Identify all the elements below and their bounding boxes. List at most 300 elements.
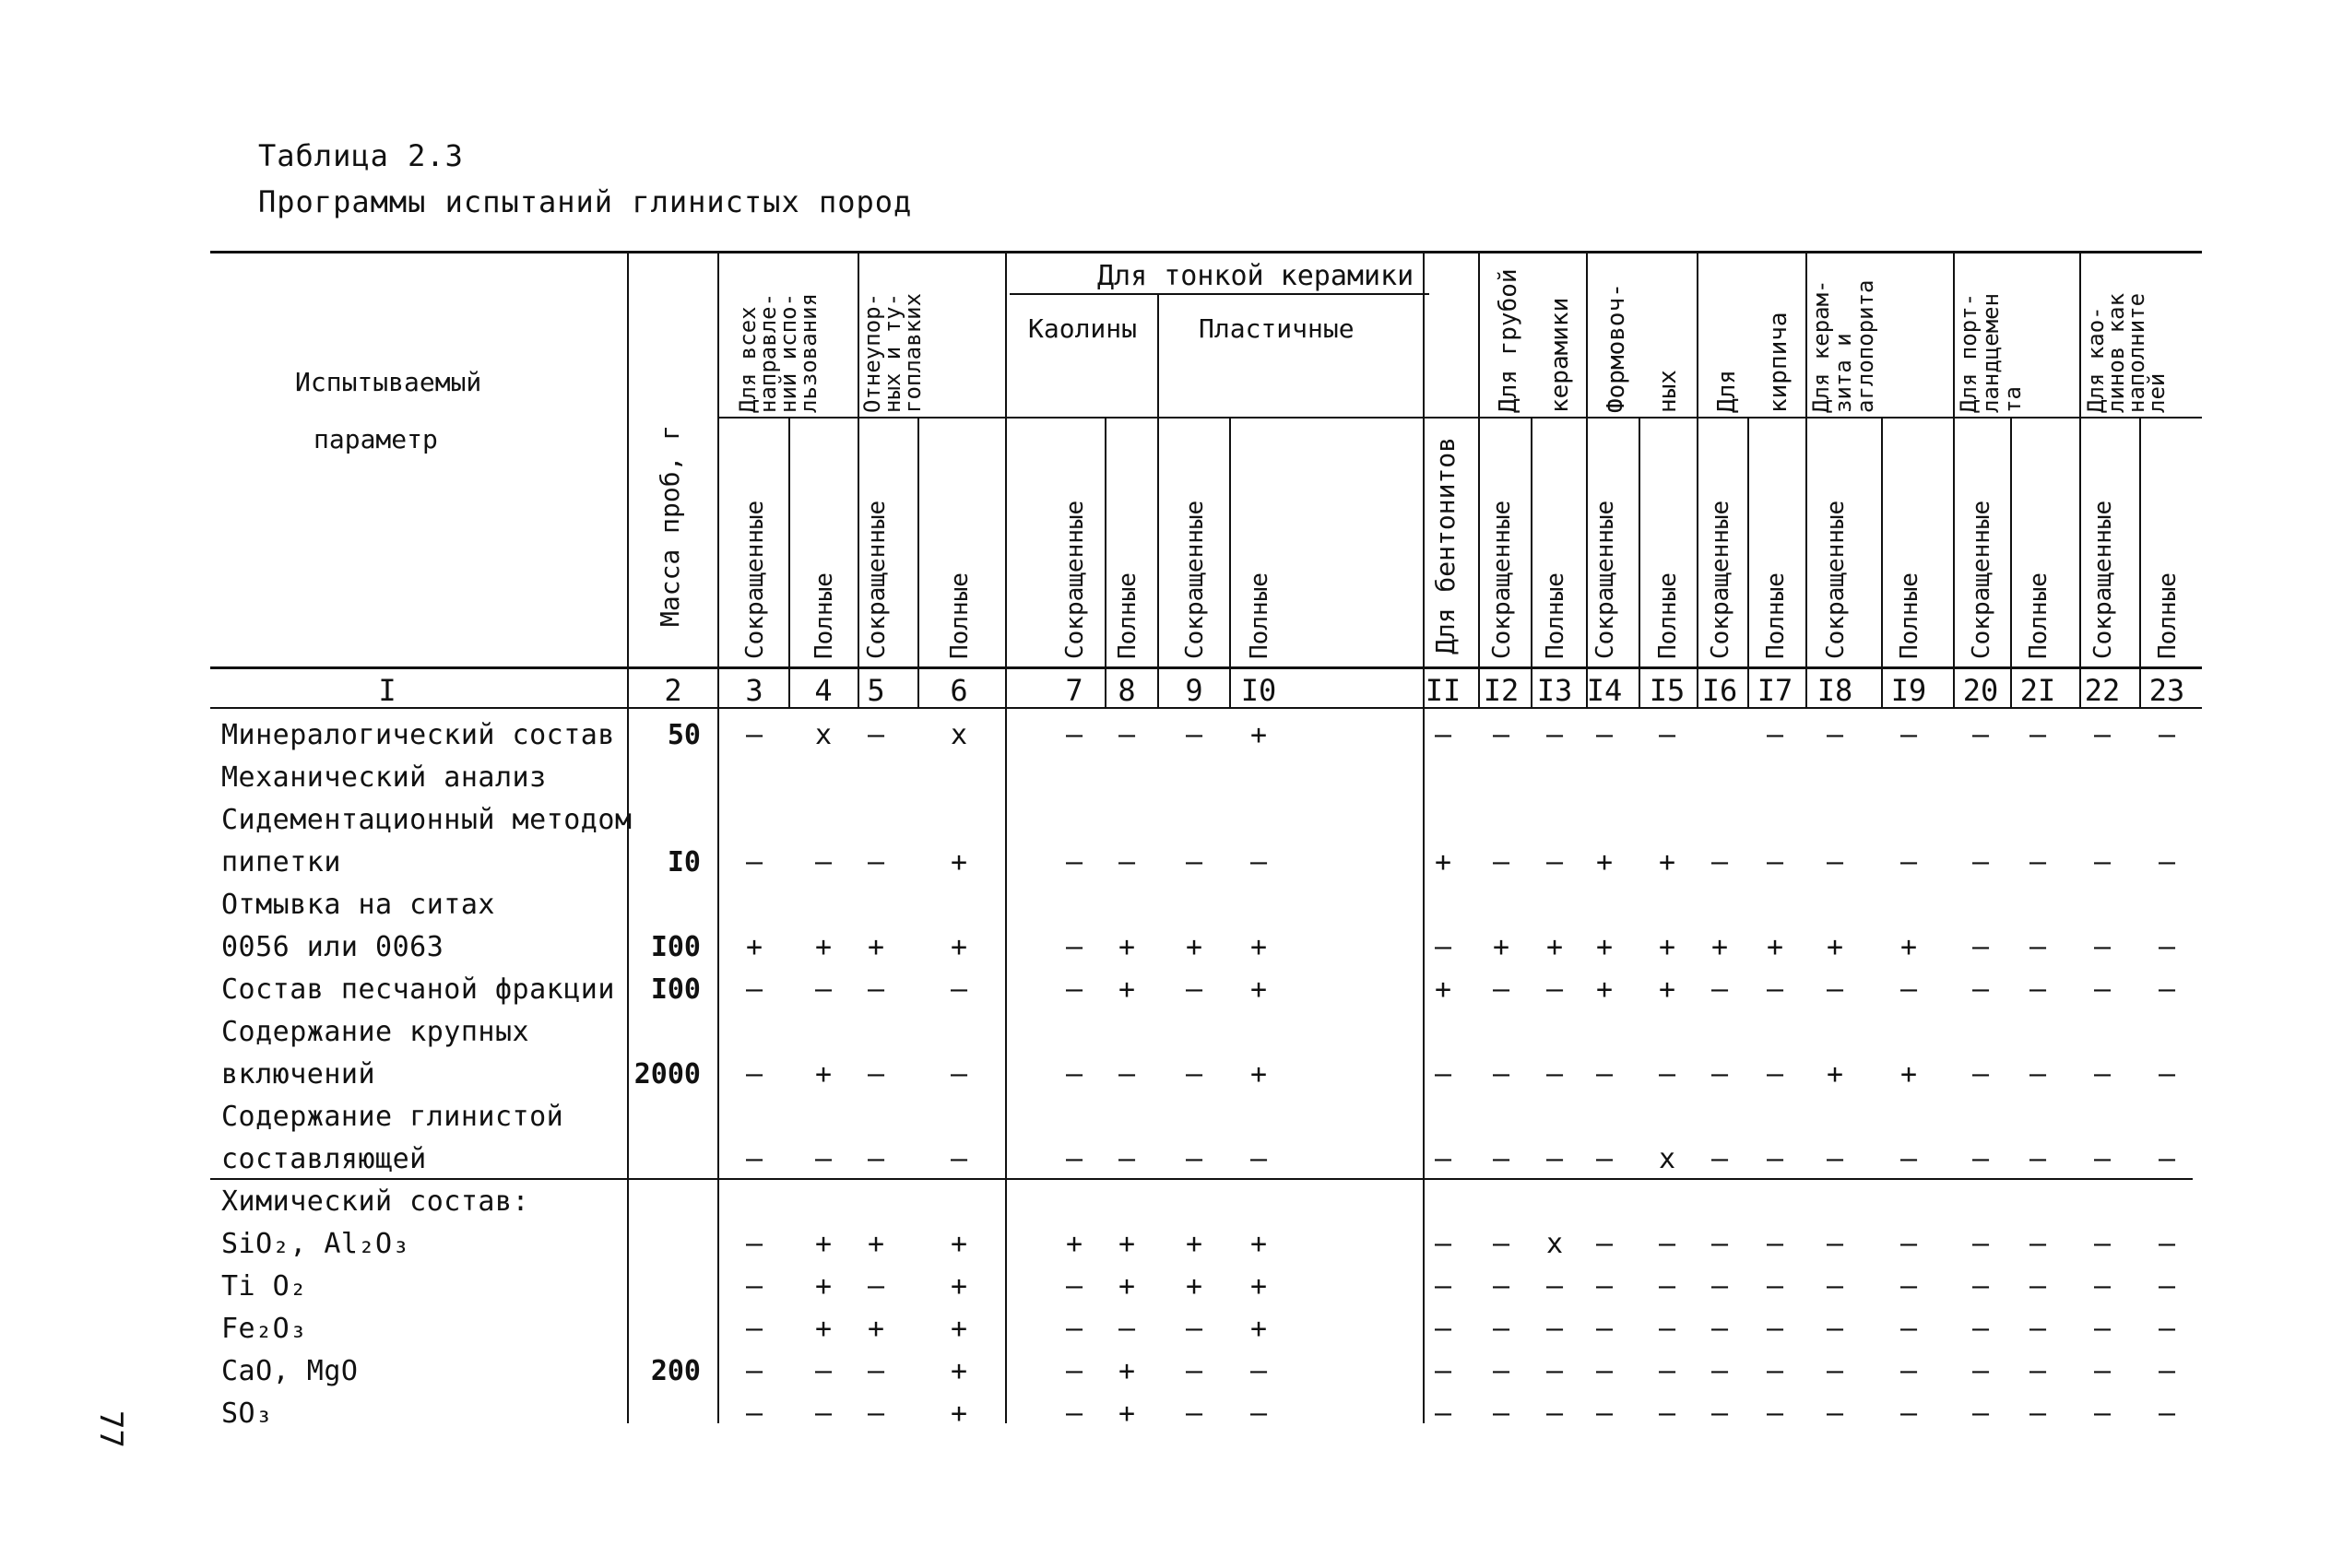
row-cell: – <box>1434 719 1452 751</box>
row-cell: + <box>1118 931 1136 963</box>
row-cell: – <box>1658 719 1676 751</box>
column-number: 23 <box>2148 673 2185 708</box>
row-cell: – <box>1899 1143 1918 1175</box>
subheader-short: Сокращенные <box>741 500 769 659</box>
row-cell: – <box>2158 1270 2176 1303</box>
chemical-section-rule <box>210 1178 2193 1180</box>
row-cell: – <box>1971 1397 1990 1430</box>
row-cell: + <box>1658 846 1676 878</box>
row-cell: – <box>2029 973 2047 1006</box>
row-cell: – <box>1065 1143 1083 1175</box>
row-cell: – <box>814 973 833 1006</box>
group-divider <box>2010 417 2012 707</box>
row-cell: – <box>1766 1143 1784 1175</box>
row-cell: – <box>1658 1397 1676 1430</box>
row-cell: – <box>1971 1355 1990 1387</box>
row-cell: – <box>1185 719 1203 751</box>
row-cell: – <box>1118 719 1136 751</box>
row-cell: + <box>814 1313 833 1345</box>
row-cell: + <box>1118 1270 1136 1303</box>
row-cell: – <box>1826 1355 1844 1387</box>
row-cell: + <box>1766 931 1784 963</box>
param-header-line1: Испытываемый <box>295 367 482 397</box>
row-cell: – <box>1826 1397 1844 1430</box>
row-cell: + <box>1249 719 1268 751</box>
group-divider <box>1005 253 1007 1423</box>
row-cell: – <box>2158 1355 2176 1387</box>
row-cell: – <box>1710 1355 1729 1387</box>
column-number: I <box>378 673 396 708</box>
column-number: II <box>1425 673 1461 708</box>
row-cell: – <box>1492 1355 1510 1387</box>
row-cell: x <box>1545 1228 1564 1260</box>
row-cell: + <box>1595 846 1614 878</box>
row-cell: – <box>814 846 833 878</box>
row-mass: I00 <box>650 931 701 963</box>
row-cell: – <box>1545 1355 1564 1387</box>
row-parameter: Химический состав: <box>221 1185 530 1218</box>
row-cell: – <box>1185 846 1203 878</box>
row-cell: x <box>1658 1143 1676 1175</box>
row-cell: – <box>1065 1058 1083 1091</box>
row-parameter: Fe₂O₃ <box>221 1313 307 1345</box>
row-cell: – <box>1710 1397 1729 1430</box>
subheader-full: Сокращенные <box>1968 500 1995 659</box>
row-cell: – <box>1826 1143 1844 1175</box>
subheader-short: Сокращенные <box>1181 500 1209 659</box>
fine-ceramics-rule <box>1010 293 1429 295</box>
column-number: I2 <box>1483 673 1520 708</box>
row-cell: – <box>950 1058 968 1091</box>
group-divider <box>1586 253 1588 707</box>
subheader-short: Сокращенные <box>863 500 891 659</box>
row-cell: – <box>1766 973 1784 1006</box>
row-cell: – <box>2093 931 2112 963</box>
row-cell: – <box>2158 1228 2176 1260</box>
row-cell: – <box>1766 719 1784 751</box>
row-cell: + <box>1249 1313 1268 1345</box>
param-header-line2: параметр <box>314 424 438 454</box>
row-cell: – <box>1595 1313 1614 1345</box>
column-number: 20 <box>1962 673 1999 708</box>
subheader-rule <box>717 417 2202 419</box>
row-cell: – <box>2158 1058 2176 1091</box>
row-mass: 50 <box>667 719 701 751</box>
column-number: 8 <box>1118 673 1136 708</box>
group-divider <box>1157 295 1159 707</box>
row-cell: – <box>2029 1355 2047 1387</box>
group-divider <box>1805 253 1807 707</box>
subheader-full: Сокращенные <box>2089 500 2117 659</box>
group-divider <box>2139 417 2141 707</box>
row-cell: + <box>1434 846 1452 878</box>
row-cell: – <box>1492 846 1510 878</box>
row-cell: – <box>1899 973 1918 1006</box>
row-cell: – <box>1899 719 1918 751</box>
row-cell: + <box>745 931 763 963</box>
row-cell: – <box>2029 931 2047 963</box>
row-cell: – <box>2158 1143 2176 1175</box>
subheader-full: Полные <box>1246 572 1273 659</box>
row-cell: + <box>1249 1228 1268 1260</box>
row-cell: – <box>2093 1397 2112 1430</box>
row-cell: – <box>1545 846 1564 878</box>
column-number: I9 <box>1890 673 1927 708</box>
group-plastic: Пластичные <box>1199 313 1355 344</box>
group-divider <box>1881 417 1883 707</box>
row-cell: + <box>950 1313 968 1345</box>
row-cell: – <box>2029 719 2047 751</box>
row-cell: – <box>1249 1397 1268 1430</box>
group-kaolin-fillers: Для као- линов как наполните лей <box>2083 292 2170 413</box>
row-cell: – <box>2029 1143 2047 1175</box>
row-cell: – <box>1118 1313 1136 1345</box>
row-cell: + <box>950 1228 968 1260</box>
row-cell: – <box>1710 1058 1729 1091</box>
column-number: I0 <box>1240 673 1277 708</box>
row-cell: – <box>1710 1313 1729 1345</box>
row-cell: – <box>867 719 885 751</box>
row-cell: + <box>1492 931 1510 963</box>
row-cell: – <box>950 973 968 1006</box>
row-cell: – <box>1766 1355 1784 1387</box>
row-cell: – <box>1766 1228 1784 1260</box>
row-cell: – <box>1118 1143 1136 1175</box>
row-cell: – <box>1826 846 1844 878</box>
row-cell: – <box>1595 1058 1614 1091</box>
column-number: 9 <box>1185 673 1203 708</box>
row-cell: + <box>814 931 833 963</box>
row-cell: – <box>1971 719 1990 751</box>
row-cell: – <box>1971 1143 1990 1175</box>
subheader-full: Сокращенные <box>1591 500 1619 659</box>
row-cell: + <box>867 931 885 963</box>
table-caption-title: Программы испытаний глинистых пород <box>258 184 913 219</box>
group-brick: Для кирпича <box>1713 312 1793 413</box>
group-fine-ceramics: Для тонкой керамики <box>1097 260 1414 292</box>
row-cell: + <box>1899 931 1918 963</box>
row-parameter: SiO₂, Al₂O₃ <box>221 1228 410 1260</box>
subheader-full: Полные <box>1114 572 1142 659</box>
row-cell: – <box>1971 973 1990 1006</box>
subheader-full: Полные <box>811 572 838 659</box>
column-number: I4 <box>1586 673 1623 708</box>
row-cell: – <box>2158 719 2176 751</box>
row-mass: I0 <box>667 846 701 878</box>
row-cell: – <box>867 846 885 878</box>
group-divider <box>1229 417 1231 707</box>
header-bottom-rule <box>210 666 2202 669</box>
row-cell: – <box>1971 1058 1990 1091</box>
row-cell: – <box>867 1355 885 1387</box>
subheader-short: Полные <box>1654 572 1682 659</box>
row-cell: – <box>745 1143 763 1175</box>
group-all-uses: Для всех направле- ний испо- льзования <box>735 292 822 413</box>
group-refractory: Отнеупор- ных и ту- гоплавких <box>859 292 926 413</box>
row-cell: – <box>1434 1143 1452 1175</box>
row-cell: – <box>2029 1313 2047 1345</box>
row-cell: – <box>1065 931 1083 963</box>
row-cell: – <box>950 1143 968 1175</box>
subheader-short: Полные <box>1762 572 1790 659</box>
column-number: I8 <box>1816 673 1853 708</box>
row-cell: – <box>1899 1355 1918 1387</box>
row-mass: I00 <box>650 973 701 1006</box>
subheader-full: Сокращенные <box>1488 500 1516 659</box>
row-cell: – <box>2093 1058 2112 1091</box>
row-cell: – <box>1595 1143 1614 1175</box>
row-cell: – <box>1766 1313 1784 1345</box>
param-col-divider <box>627 253 629 1423</box>
row-cell: – <box>1065 1270 1083 1303</box>
row-cell: + <box>950 1270 968 1303</box>
subheader-short: Полные <box>2154 572 2182 659</box>
row-cell: x <box>950 719 968 751</box>
row-cell: – <box>1971 1270 1990 1303</box>
row-cell: – <box>814 1355 833 1387</box>
row-cell: – <box>1185 1313 1203 1345</box>
group-divider <box>1105 417 1106 707</box>
row-cell: – <box>745 719 763 751</box>
column-number: 5 <box>867 673 885 708</box>
row-cell: + <box>1118 1397 1136 1430</box>
column-number: I5 <box>1649 673 1686 708</box>
row-cell: – <box>1492 1397 1510 1430</box>
column-number: 7 <box>1065 673 1083 708</box>
row-cell: – <box>1899 1397 1918 1430</box>
row-cell: – <box>1710 1143 1729 1175</box>
column-number: 3 <box>745 673 763 708</box>
row-cell: – <box>745 1270 763 1303</box>
row-cell: – <box>2093 719 2112 751</box>
mass-col-divider <box>717 253 719 1423</box>
group-divider <box>1697 253 1698 707</box>
row-cell: – <box>2029 846 2047 878</box>
row-cell: – <box>1185 1143 1203 1175</box>
row-cell: + <box>1249 1270 1268 1303</box>
row-cell: – <box>1595 1397 1614 1430</box>
row-cell: – <box>1826 719 1844 751</box>
group-portland-cement: Для порт- ландцемен та <box>1956 292 2026 413</box>
subheader-full: Сокращенные <box>1707 500 1734 659</box>
page-number: 77 <box>92 1410 129 1448</box>
group-moulding: Формовоч- ных <box>1603 283 1682 413</box>
row-cell: + <box>867 1313 885 1345</box>
mass-header: Масса проб, г <box>655 424 685 627</box>
group-divider <box>917 417 919 707</box>
column-number: 22 <box>2084 673 2121 708</box>
row-cell: – <box>1545 1270 1564 1303</box>
row-cell: – <box>1595 1355 1614 1387</box>
row-cell: – <box>1766 1058 1784 1091</box>
row-cell: – <box>2093 1228 2112 1260</box>
row-mass: 2000 <box>633 1058 701 1091</box>
row-cell: – <box>1118 846 1136 878</box>
row-cell: – <box>1545 1143 1564 1175</box>
row-cell: + <box>1118 1355 1136 1387</box>
row-cell: – <box>1899 1228 1918 1260</box>
row-cell: + <box>1826 931 1844 963</box>
subheader-short: Полные <box>2025 572 2053 659</box>
row-cell: + <box>950 931 968 963</box>
row-cell: – <box>745 1228 763 1260</box>
row-parameter: составляющей <box>221 1143 427 1175</box>
row-cell: + <box>867 1228 885 1260</box>
row-cell: – <box>1545 1313 1564 1345</box>
row-cell: – <box>1434 1397 1452 1430</box>
group-divider <box>2079 253 2081 707</box>
column-number: 2 <box>664 673 682 708</box>
row-cell: + <box>1826 1058 1844 1091</box>
row-cell: – <box>1492 1270 1510 1303</box>
row-cell: – <box>1065 1397 1083 1430</box>
row-cell: – <box>1065 846 1083 878</box>
row-cell: – <box>814 1143 833 1175</box>
row-cell: – <box>867 1397 885 1430</box>
row-cell: + <box>1434 973 1452 1006</box>
row-cell: – <box>1710 1270 1729 1303</box>
row-cell: + <box>1185 1270 1203 1303</box>
row-cell: – <box>1766 1270 1784 1303</box>
row-cell: – <box>1766 1397 1784 1430</box>
row-cell: – <box>2093 1355 2112 1387</box>
row-cell: – <box>1249 1143 1268 1175</box>
row-cell: – <box>745 1397 763 1430</box>
row-cell: – <box>1826 1313 1844 1345</box>
row-cell: – <box>867 1058 885 1091</box>
row-cell: – <box>1065 719 1083 751</box>
row-parameter: включений <box>221 1058 376 1091</box>
row-cell: – <box>1826 1228 1844 1260</box>
row-cell: – <box>1899 846 1918 878</box>
group-bentonites: Для бентонитов <box>1430 436 1461 654</box>
row-cell: + <box>1118 973 1136 1006</box>
row-cell: – <box>1595 1228 1614 1260</box>
row-cell: – <box>1545 1397 1564 1430</box>
row-cell: – <box>1118 1058 1136 1091</box>
row-cell: + <box>1118 1228 1136 1260</box>
row-cell: – <box>1545 1058 1564 1091</box>
row-cell: – <box>1658 1355 1676 1387</box>
row-cell: – <box>1492 1143 1510 1175</box>
row-cell: – <box>2093 973 2112 1006</box>
row-cell: – <box>1492 973 1510 1006</box>
column-number: 2I <box>2019 673 2056 708</box>
row-cell: – <box>1899 1270 1918 1303</box>
column-number: I7 <box>1757 673 1793 708</box>
row-cell: + <box>950 1397 968 1430</box>
row-cell: – <box>1545 973 1564 1006</box>
row-cell: – <box>1545 719 1564 751</box>
group-divider <box>1639 417 1640 707</box>
row-cell: – <box>2158 1397 2176 1430</box>
row-cell: – <box>867 973 885 1006</box>
row-cell: – <box>1658 1270 1676 1303</box>
row-parameter: Механический анализ <box>221 761 547 794</box>
row-cell: – <box>1766 846 1784 878</box>
group-kaolins: Каолины <box>1028 313 1138 344</box>
row-cell: + <box>950 1355 968 1387</box>
row-parameter: Отмывка на ситах <box>221 889 495 921</box>
group-divider <box>788 417 790 707</box>
row-parameter: Содержание глинистой <box>221 1101 564 1133</box>
group-divider <box>1953 253 1955 707</box>
row-cell: – <box>1434 1313 1452 1345</box>
row-cell: + <box>1185 1228 1203 1260</box>
subheader-short: Сокращенные <box>1061 500 1089 659</box>
row-cell: – <box>1658 1313 1676 1345</box>
row-cell: – <box>1971 1228 1990 1260</box>
row-cell: – <box>745 846 763 878</box>
row-cell: – <box>2093 1143 2112 1175</box>
row-cell: + <box>1595 973 1614 1006</box>
row-cell: + <box>1899 1058 1918 1091</box>
row-cell: – <box>1249 846 1268 878</box>
row-cell: – <box>1595 1270 1614 1303</box>
row-cell: – <box>2093 1270 2112 1303</box>
row-cell: – <box>1492 719 1510 751</box>
column-number: 6 <box>950 673 968 708</box>
row-cell: – <box>867 1143 885 1175</box>
row-cell: – <box>1249 1355 1268 1387</box>
row-parameter: Состав песчаной фракции <box>221 973 615 1006</box>
row-cell: – <box>1185 973 1203 1006</box>
row-cell: – <box>745 1355 763 1387</box>
row-cell: x <box>814 719 833 751</box>
row-cell: + <box>814 1058 833 1091</box>
row-cell: – <box>1710 1228 1729 1260</box>
subheader-short: Полные <box>1542 572 1569 659</box>
row-cell: – <box>1434 1355 1452 1387</box>
row-cell: + <box>1065 1228 1083 1260</box>
row-cell: + <box>814 1270 833 1303</box>
row-cell: – <box>1185 1397 1203 1430</box>
row-cell: – <box>1710 973 1729 1006</box>
group-divider <box>1747 417 1749 707</box>
row-cell: + <box>1185 931 1203 963</box>
subheader-full: Полные <box>946 572 974 659</box>
row-cell: – <box>2158 1313 2176 1345</box>
row-parameter: CaO, MgO <box>221 1355 359 1387</box>
row-cell: – <box>1185 1355 1203 1387</box>
row-cell: – <box>2158 931 2176 963</box>
row-cell: – <box>1065 1355 1083 1387</box>
row-cell: – <box>1434 1228 1452 1260</box>
row-cell: – <box>2093 1313 2112 1345</box>
row-cell: + <box>1658 973 1676 1006</box>
table-top-rule <box>210 251 2202 253</box>
row-cell: – <box>2029 1397 2047 1430</box>
row-cell: – <box>2093 846 2112 878</box>
row-cell: – <box>1658 1058 1676 1091</box>
group-divider <box>1531 417 1532 707</box>
row-parameter: Минералогический состав <box>221 719 615 751</box>
row-cell: – <box>1826 973 1844 1006</box>
row-cell: – <box>867 1270 885 1303</box>
row-cell: + <box>814 1228 833 1260</box>
row-cell: – <box>1492 1313 1510 1345</box>
row-cell: – <box>2029 1270 2047 1303</box>
row-cell: – <box>1434 1270 1452 1303</box>
row-cell: – <box>1595 719 1614 751</box>
group-divider <box>1478 253 1480 707</box>
row-cell: – <box>745 1058 763 1091</box>
row-cell: – <box>814 1397 833 1430</box>
row-parameter: пипетки <box>221 846 341 878</box>
table-caption-number: Таблица 2.3 <box>258 138 464 173</box>
row-cell: – <box>2029 1058 2047 1091</box>
row-cell: + <box>1249 973 1268 1006</box>
